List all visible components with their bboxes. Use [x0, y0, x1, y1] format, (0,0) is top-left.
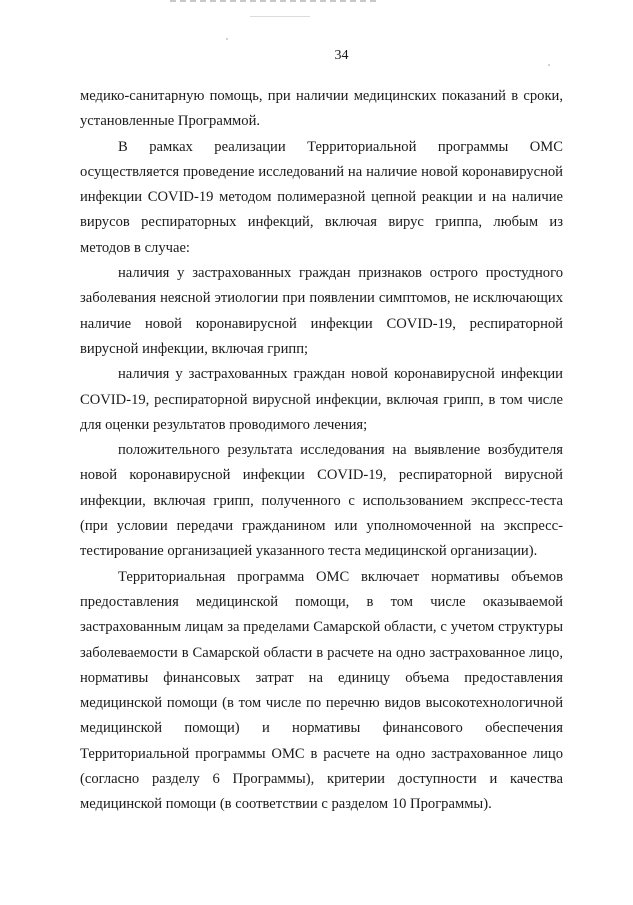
paragraph: Территориальная программа ОМС включает нормативы объемов предоставления медицинской помощи, в том числе оказываемой застрахованным лицам за пределами Самарской области, с учетом структуры заболеваемости в Самарской области в расчете на одно застрахованное лицо, нормативы финансовых затрат на единицу объема предоставления медицинской помощи (в том числе по перечню видов высокотехнологичной медицинской помощи) и нормативы финансового обеспечения Территориальной программы ОМС в расчете на одно застрахованное лицо (согласно разделу 6 Программы), критерии доступности и качества медицинской помощи (в соответствии с разделом 10 Программы).	[80, 568, 563, 813]
scan-artifact-top	[170, 0, 380, 2]
paragraph: медико-санитарную помощь, при наличии медицинских показаний в сроки, установленные Программой.	[80, 88, 563, 130]
scan-speck	[226, 38, 228, 40]
scan-speck	[250, 16, 310, 17]
paragraph: В рамках реализации Территориальной программы ОМС осуществляется проведение исследований на наличие новой коронавирусной инфекции COVID-19 методом полимеразной цепной реакции и на наличие вирусов респираторных инфекций, включая вирус гриппа, любым из методов в случае:	[80, 138, 563, 256]
paragraph: положительного результата исследования на выявление возбудителя новой коронавирусной инфекции COVID-19, респираторной вирусной инфекции, включая грипп, полученного с использованием экспресс-теста (при условии передачи гражданином или уполномоченной на экспресс-тестирование организацией указанного теста медицинской организации).	[80, 442, 563, 560]
document-body	[80, 84, 563, 818]
paragraph: наличия у застрахованных граждан новой коронавирусной инфекции COVID-19, респираторной вирусной инфекции, включая грипп, в том числе для оценки результатов проводимого лечения;	[80, 366, 563, 433]
paragraph: наличия у застрахованных граждан признаков острого простудного заболевания неясной этиологии при появлении симптомов, не исключающих наличие новой коронавирусной инфекции COVID-19, респираторной вирусной инфекции, включая грипп;	[80, 265, 563, 357]
page-number: 34	[334, 48, 349, 63]
scan-speck	[548, 64, 550, 66]
